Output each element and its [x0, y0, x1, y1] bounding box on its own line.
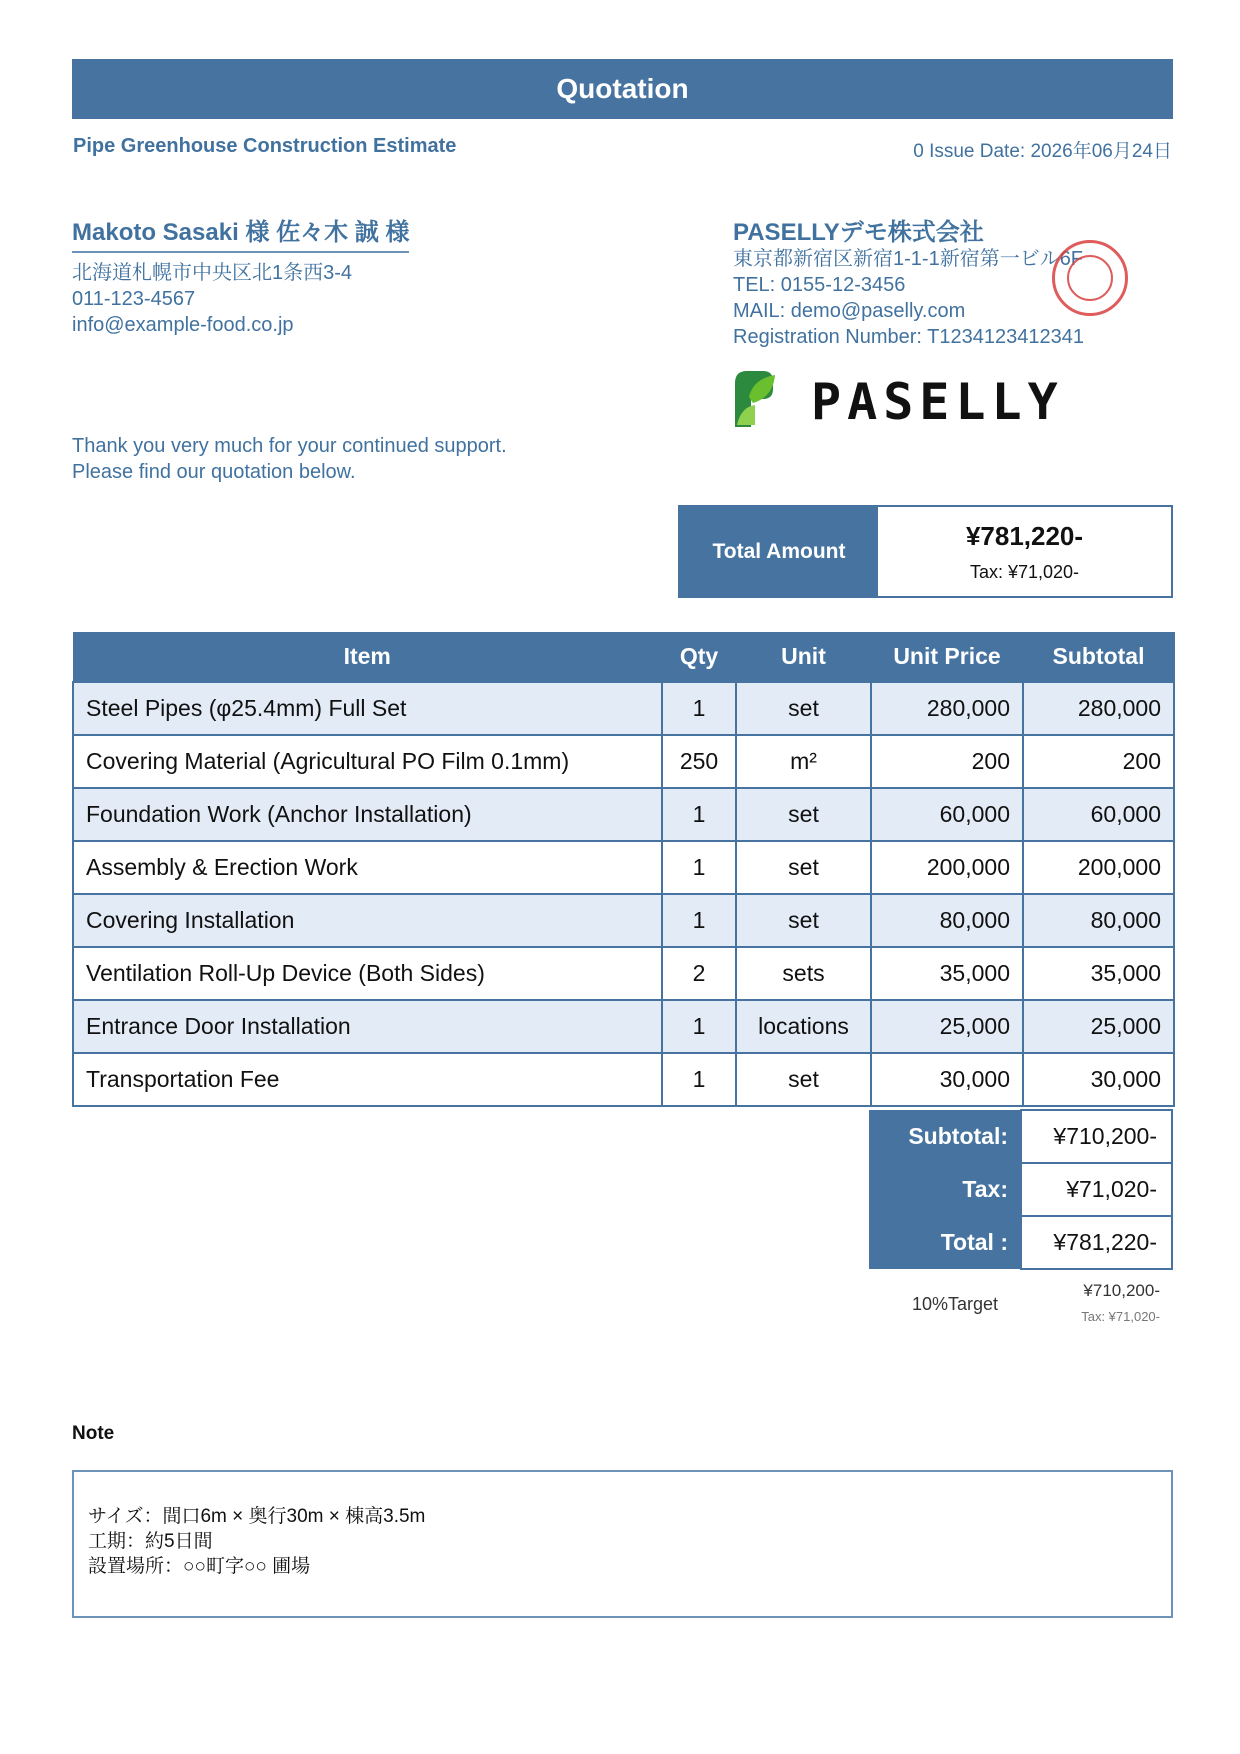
line-items-table [72, 632, 1175, 1107]
subtotal-cell: 200 [1023, 735, 1174, 788]
total-tax: Tax: ¥71,020- [969, 561, 1080, 582]
company-info [733, 246, 1084, 350]
item-cell: Covering Material (Agricultural PO Film 0.1mm) [73, 735, 662, 788]
qty-cell: 1 [662, 894, 736, 947]
company-registration: Registration Number: T1234123412341 [733, 326, 1084, 348]
header-unit: Unit [736, 632, 871, 682]
table-row [73, 947, 1174, 1000]
unit-cell: set [736, 841, 871, 894]
subtotal-label: Subtotal: [869, 1110, 1021, 1163]
greeting-line-2: Please find our quotation below. [72, 461, 356, 483]
header-unit-price: Unit Price [871, 632, 1023, 682]
company-address: 東京都新宿区新宿1-1-1新宿第一ビル6F [733, 248, 1084, 270]
table-row [73, 788, 1174, 841]
subtotal-row [869, 1110, 1172, 1163]
leaf-logo-icon [733, 367, 1063, 431]
tax-target-tax: Tax: ¥71,020- [1081, 1309, 1160, 1324]
table-row [73, 735, 1174, 788]
item-cell: Ventilation Roll-Up Device (Both Sides) [73, 947, 662, 1000]
qty-cell: 1 [662, 1000, 736, 1053]
unit-price-cell: 200 [871, 735, 1023, 788]
unit-cell: locations [736, 1000, 871, 1053]
table-row [73, 1053, 1174, 1106]
qty-cell: 1 [662, 841, 736, 894]
total-amount-label: Total Amount [680, 507, 878, 596]
table-row [73, 682, 1174, 735]
subtotal-value: ¥710,200- [1021, 1110, 1172, 1163]
qty-cell: 1 [662, 1053, 736, 1106]
note-line: 工期：約5日間 [88, 1531, 213, 1552]
qty-cell: 250 [662, 735, 736, 788]
table-row [73, 894, 1174, 947]
table-row [73, 841, 1174, 894]
unit-cell: set [736, 788, 871, 841]
header-subtotal: Subtotal [1023, 632, 1174, 682]
total-amount-box [678, 505, 1173, 598]
customer-phone: 011-123-4567 [72, 288, 196, 310]
item-cell: Assembly & Erection Work [73, 841, 662, 894]
tax-row [869, 1163, 1172, 1216]
item-cell: Foundation Work (Anchor Installation) [73, 788, 662, 841]
greeting-message [72, 433, 507, 485]
tax-target-label: 10%Target [912, 1294, 999, 1314]
unit-price-cell: 60,000 [871, 788, 1023, 841]
unit-price-cell: 30,000 [871, 1053, 1023, 1106]
company-seal-stamp [1052, 240, 1128, 316]
subtotal-cell: 60,000 [1023, 788, 1174, 841]
subtotal-cell: 30,000 [1023, 1053, 1174, 1106]
company-logo [733, 367, 1063, 431]
unit-price-cell: 200,000 [871, 841, 1023, 894]
tax-value: ¥71,020- [1021, 1163, 1172, 1216]
customer-address: 北海道札幌市中央区北1条西3-4 [72, 262, 353, 284]
document-title: Quotation [72, 59, 1173, 119]
item-cell: Transportation Fee [73, 1053, 662, 1106]
qty-cell: 1 [662, 788, 736, 841]
item-cell: Entrance Door Installation [73, 1000, 662, 1053]
tax-target-base: ¥710,200- [1083, 1281, 1160, 1300]
qty-cell: 2 [662, 947, 736, 1000]
grand-total-value: ¥781,220- [1021, 1216, 1172, 1269]
subtotal-cell: 80,000 [1023, 894, 1174, 947]
unit-price-cell: 25,000 [871, 1000, 1023, 1053]
header-item: Item [73, 632, 662, 682]
unit-cell: m² [736, 735, 871, 788]
unit-cell: set [736, 682, 871, 735]
item-cell: Steel Pipes (φ25.4mm) Full Set [73, 682, 662, 735]
company-name: PASELLYデモ株式会社 [733, 219, 984, 246]
totals-table [869, 1109, 1173, 1270]
customer-info [72, 260, 352, 338]
unit-price-cell: 35,000 [871, 947, 1023, 1000]
company-tel: TEL: 0155-12-3456 [733, 274, 906, 296]
logo-wordmark: PASELLY [811, 373, 1063, 431]
issue-date: 0 Issue Date: 2026年06月24日 [913, 141, 1172, 162]
unit-cell: set [736, 894, 871, 947]
unit-cell: sets [736, 947, 871, 1000]
subtotal-cell: 35,000 [1023, 947, 1174, 1000]
table-header-row [73, 632, 1174, 682]
note-box [72, 1470, 1173, 1618]
note-line: サイズ：間口6m × 奥行30m × 棟高3.5m [88, 1506, 426, 1527]
subtotal-cell: 280,000 [1023, 682, 1174, 735]
note-line: 設置場所：○○町字○○ 圃場 [88, 1556, 311, 1577]
customer-email: info@example-food.co.jp [72, 314, 294, 336]
customer-name: Makoto Sasaki 様 佐々木 誠 様 [72, 212, 409, 253]
table-row [73, 1000, 1174, 1053]
item-cell: Covering Installation [73, 894, 662, 947]
unit-cell: set [736, 1053, 871, 1106]
grand-total-row [869, 1216, 1172, 1269]
note-title: Note [72, 1423, 115, 1444]
qty-cell: 1 [662, 682, 736, 735]
total-amount: ¥781,220- [965, 520, 1084, 551]
greeting-line-1: Thank you very much for your continued support. [72, 435, 507, 457]
header-qty: Qty [662, 632, 736, 682]
unit-price-cell: 80,000 [871, 894, 1023, 947]
company-mail: MAIL: demo@paselly.com [733, 300, 966, 322]
grand-total-label: Total : [869, 1216, 1021, 1269]
unit-price-cell: 280,000 [871, 682, 1023, 735]
subtotal-cell: 25,000 [1023, 1000, 1174, 1053]
document-subtitle: Pipe Greenhouse Construction Estimate [73, 135, 457, 157]
total-amount-value [878, 507, 1171, 596]
subtotal-cell: 200,000 [1023, 841, 1174, 894]
tax-label: Tax: [869, 1163, 1021, 1216]
